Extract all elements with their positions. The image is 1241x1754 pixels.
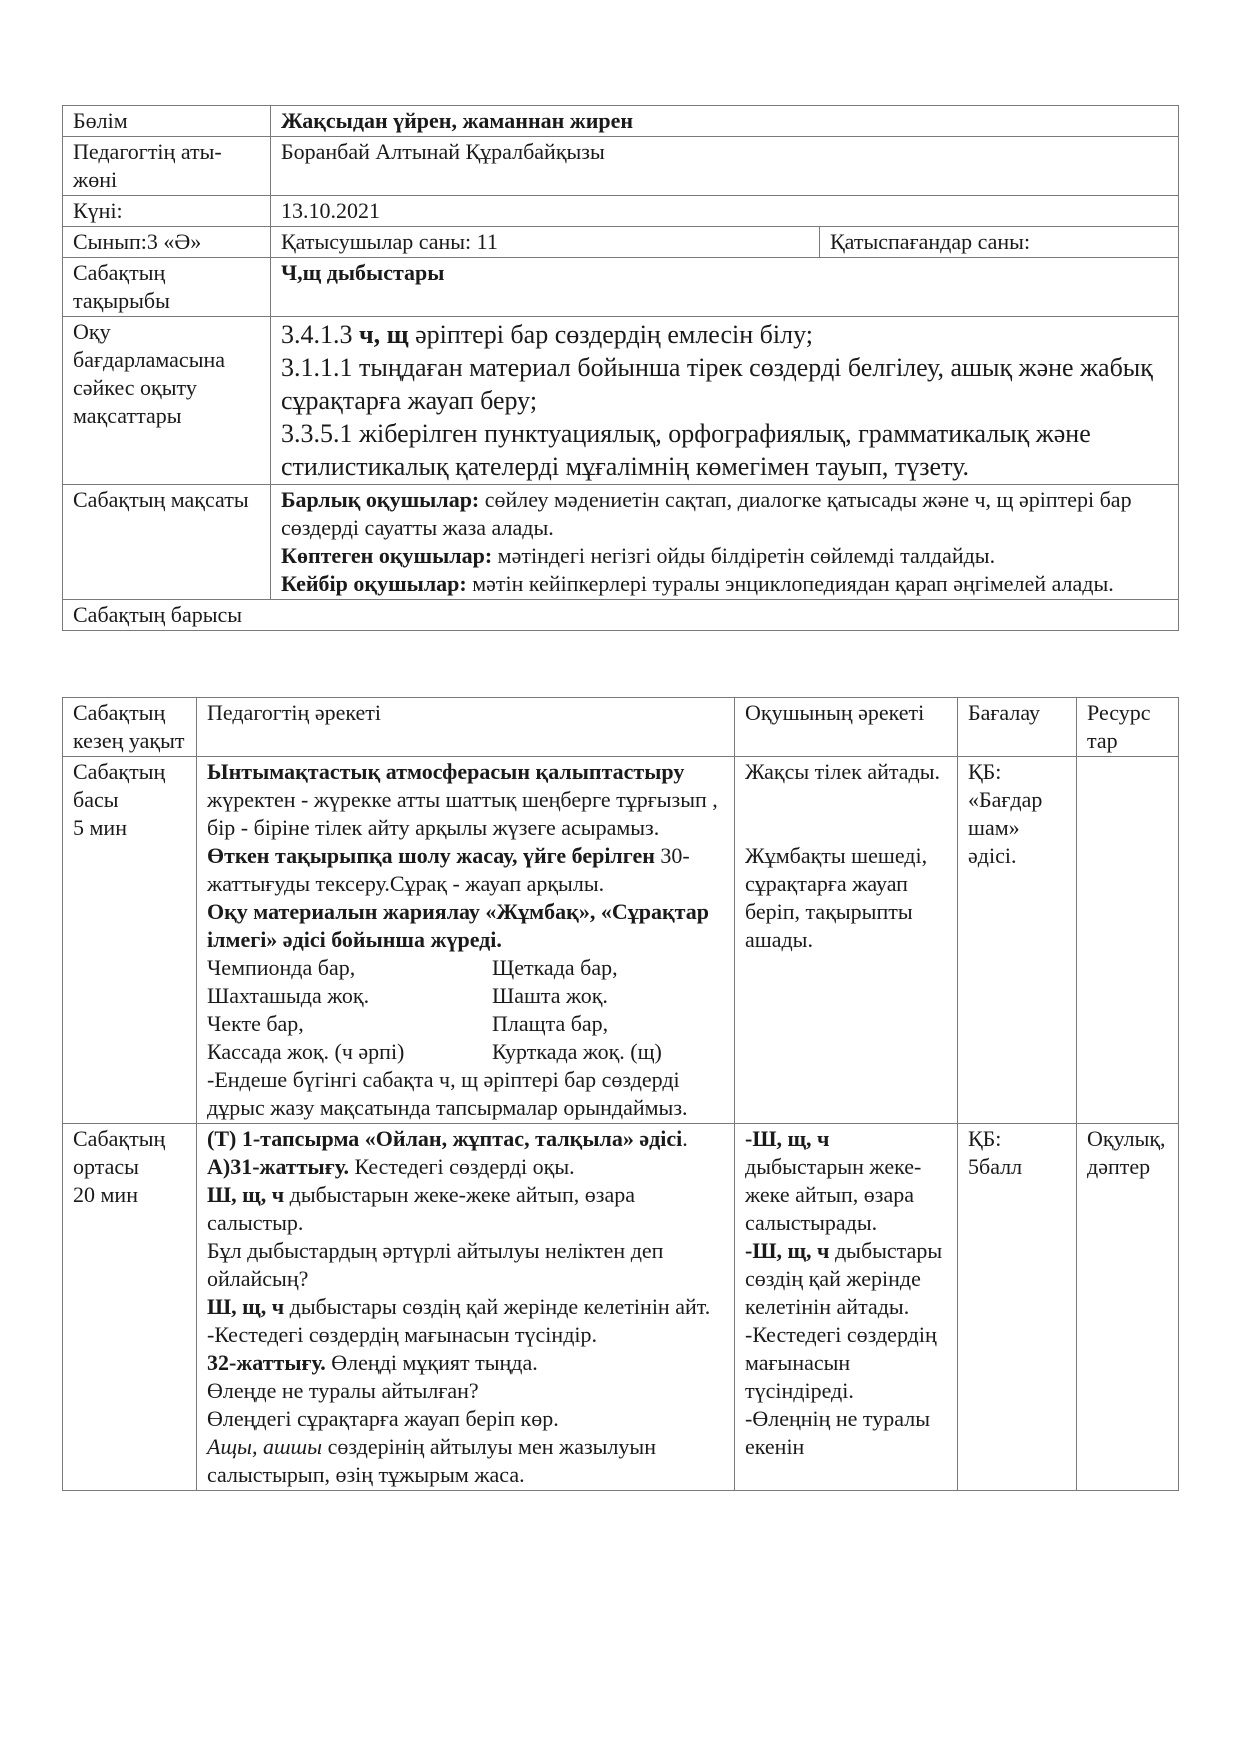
date-value: 13.10.2021 bbox=[271, 196, 1179, 227]
stage-cell bbox=[63, 1124, 197, 1491]
stage-row-middle bbox=[63, 1124, 1179, 1491]
section-label: Бөлім bbox=[63, 106, 271, 137]
riddle-line: Кассада жоқ. (ч әрпі) Курткада жоқ. (щ) bbox=[207, 1039, 662, 1064]
aims-list bbox=[271, 485, 1179, 600]
absent-count: Қатыспағандар саны: bbox=[820, 227, 1179, 258]
lesson-info-table bbox=[62, 105, 1179, 631]
aims-row bbox=[63, 485, 1179, 600]
column-header: Оқушының әрекеті bbox=[735, 698, 958, 757]
aim-item: Кейбір оқушылар: мәтін кейіпкерлері туралы энциклопедиядан қарап әңгімелей алады. bbox=[281, 571, 1114, 596]
topic-label: Сабақтың тақырыбы bbox=[63, 258, 271, 317]
lesson-progress-title-row bbox=[63, 600, 1179, 631]
column-header: Педагогтің әрекеті bbox=[197, 698, 735, 757]
teacher-row bbox=[63, 137, 1179, 196]
objective-item: 3.3.5.1 жіберілген пунктуациялық, орфографиялық, грамматикалық және стилистикалық қателерді мұғалімнің көмегімен тауып, түзету. bbox=[281, 419, 1091, 481]
stage-time: 20 мин bbox=[73, 1182, 138, 1207]
section-value bbox=[271, 106, 1179, 137]
topic-value bbox=[271, 258, 1179, 317]
objective-item: 3.4.1.3 ч, щ әріптері бар сөздердің емлесін білу; bbox=[281, 320, 813, 349]
student-activity: -Ш, щ, ч дыбыстарын жеке-жеке айтып, өзара салыстырады. -Ш, щ, ч дыбыстары сөздің қай жерінде келетінін айтады. -Кестедегі сөздердің мағынасын түсіндіреді. -Өлеңнің не туралы екенін bbox=[735, 1124, 958, 1491]
objectives-row bbox=[63, 317, 1179, 485]
stage-name: Сабақтың ортасы bbox=[73, 1126, 166, 1179]
stage-name: Сабақтың басы bbox=[73, 759, 166, 812]
objective-item: 3.1.1.1 тыңдаған материал бойынша тірек сөздерді белгілеу, ашық және жабық сұрақтарға жауап беру; bbox=[281, 353, 1153, 415]
resources: Оқулық, дәптер bbox=[1077, 1124, 1179, 1491]
teacher-activity: Ынтымақтастық атмосферасын қалыптастыру жүректен - жүрекке атты шаттық шеңберге тұрғызып , бір - біріне тілек айту арқылы жүзеге асырамыз. Өткен тақырыпқа шолу жасау, үйге берілген 30-жаттығуды тексеру.Сұрақ - жауап арқылы. Оқу материалын жариялау «Жұмбақ», «Сұрақтар ілмегі» әдісі бойынша жүреді. Чемпионда бар, Щеткада бар, Шахташыда жоқ. Шашта жоқ. Чекте бар, Плащта бар, Кассада жоқ. (ч әрпі) Курткада жоқ. (щ) -Ендеше бүгінгі сабақта ч, щ әріптері бар сөздерді дұрыс жазу мақсатында тапсырмалар орындаймыз. bbox=[197, 757, 735, 1124]
objectives-list bbox=[271, 317, 1179, 485]
stage-row-start bbox=[63, 757, 1179, 1124]
section-row bbox=[63, 106, 1179, 137]
teacher-label: Педагогтің аты-жөні bbox=[63, 137, 271, 196]
column-header: Сабақтың кезең уақыт bbox=[63, 698, 197, 757]
date-row bbox=[63, 196, 1179, 227]
topic-row bbox=[63, 258, 1179, 317]
present-count: Қатысушылар саны: 11 bbox=[271, 227, 820, 258]
class-label: Сынып:3 «Ә» bbox=[63, 227, 271, 258]
objectives-label: Оқу бағдарламасына сәйкес оқыту мақсаттары bbox=[63, 317, 271, 485]
aims-label: Сабақтың мақсаты bbox=[63, 485, 271, 600]
column-header-row bbox=[63, 698, 1179, 757]
aim-item: Көптеген оқушылар: мәтіндегі негізгі ойды білдіретін сөйлемді талдайды. bbox=[281, 543, 996, 568]
student-activity: Жақсы тілек айтады. Жұмбақты шешеді, сұрақтарға жауап беріп, тақырыпты ашады. bbox=[735, 757, 958, 1124]
class-row bbox=[63, 227, 1179, 258]
column-header: Ресурс тар bbox=[1077, 698, 1179, 757]
teacher-activity: (Т) 1-тапсырма «Ойлан, жұптас, талқыла» әдісі. А)31-жаттығу. Кестедегі сөздерді оқы. Ш, щ, ч дыбыстарын жеке-жеке айтып, өзара салыстыр. Бұл дыбыстардың әртүрлі айтылуы неліктен деп ойлайсың? Ш, щ, ч дыбыстары сөздің қай жерінде келетінін айт. -Кестедегі сөздердің мағынасын түсіндір. 32-жаттығу. Өлеңді мұқият тыңда. Өлеңде не туралы айтылған? Өлеңдегі сұрақтарға жауап беріп көр. Ащы, ашшы сөздерінің айтылуы мен жазылуын салыстырып, өзің тұжырым жаса. bbox=[197, 1124, 735, 1491]
date-label: Күні: bbox=[63, 196, 271, 227]
riddle-line: Чекте бар, Плащта бар, bbox=[207, 1011, 609, 1036]
resources bbox=[1077, 757, 1179, 1124]
stage-time: 5 мин bbox=[73, 815, 127, 840]
lesson-plan-table bbox=[62, 697, 1179, 1491]
aim-item: Барлық оқушылар: сөйлеу мәдениетін сақтап, диалогке қатысады және ч, щ әріптері бар сөздерді сауатты жаза алады. bbox=[281, 487, 1132, 540]
riddle-line: Чемпионда бар, Щеткада бар, bbox=[207, 955, 618, 980]
riddle-line: Шахташыда жоқ. Шашта жоқ. bbox=[207, 983, 608, 1008]
lesson-progress-title: Сабақтың барысы bbox=[63, 600, 1179, 631]
topic-title: Ч,щ дыбыстары bbox=[281, 260, 445, 285]
teacher-value: Боранбай Алтынай Құралбайқызы bbox=[271, 137, 1179, 196]
section-title: Жақсыдан үйрен, жаманнан жирен bbox=[281, 108, 634, 133]
stage-cell bbox=[63, 757, 197, 1124]
column-header: Бағалау bbox=[958, 698, 1077, 757]
assessment: ҚБ: 5балл bbox=[958, 1124, 1077, 1491]
assessment: ҚБ: «Бағдар шам» әдісі. bbox=[958, 757, 1077, 1124]
